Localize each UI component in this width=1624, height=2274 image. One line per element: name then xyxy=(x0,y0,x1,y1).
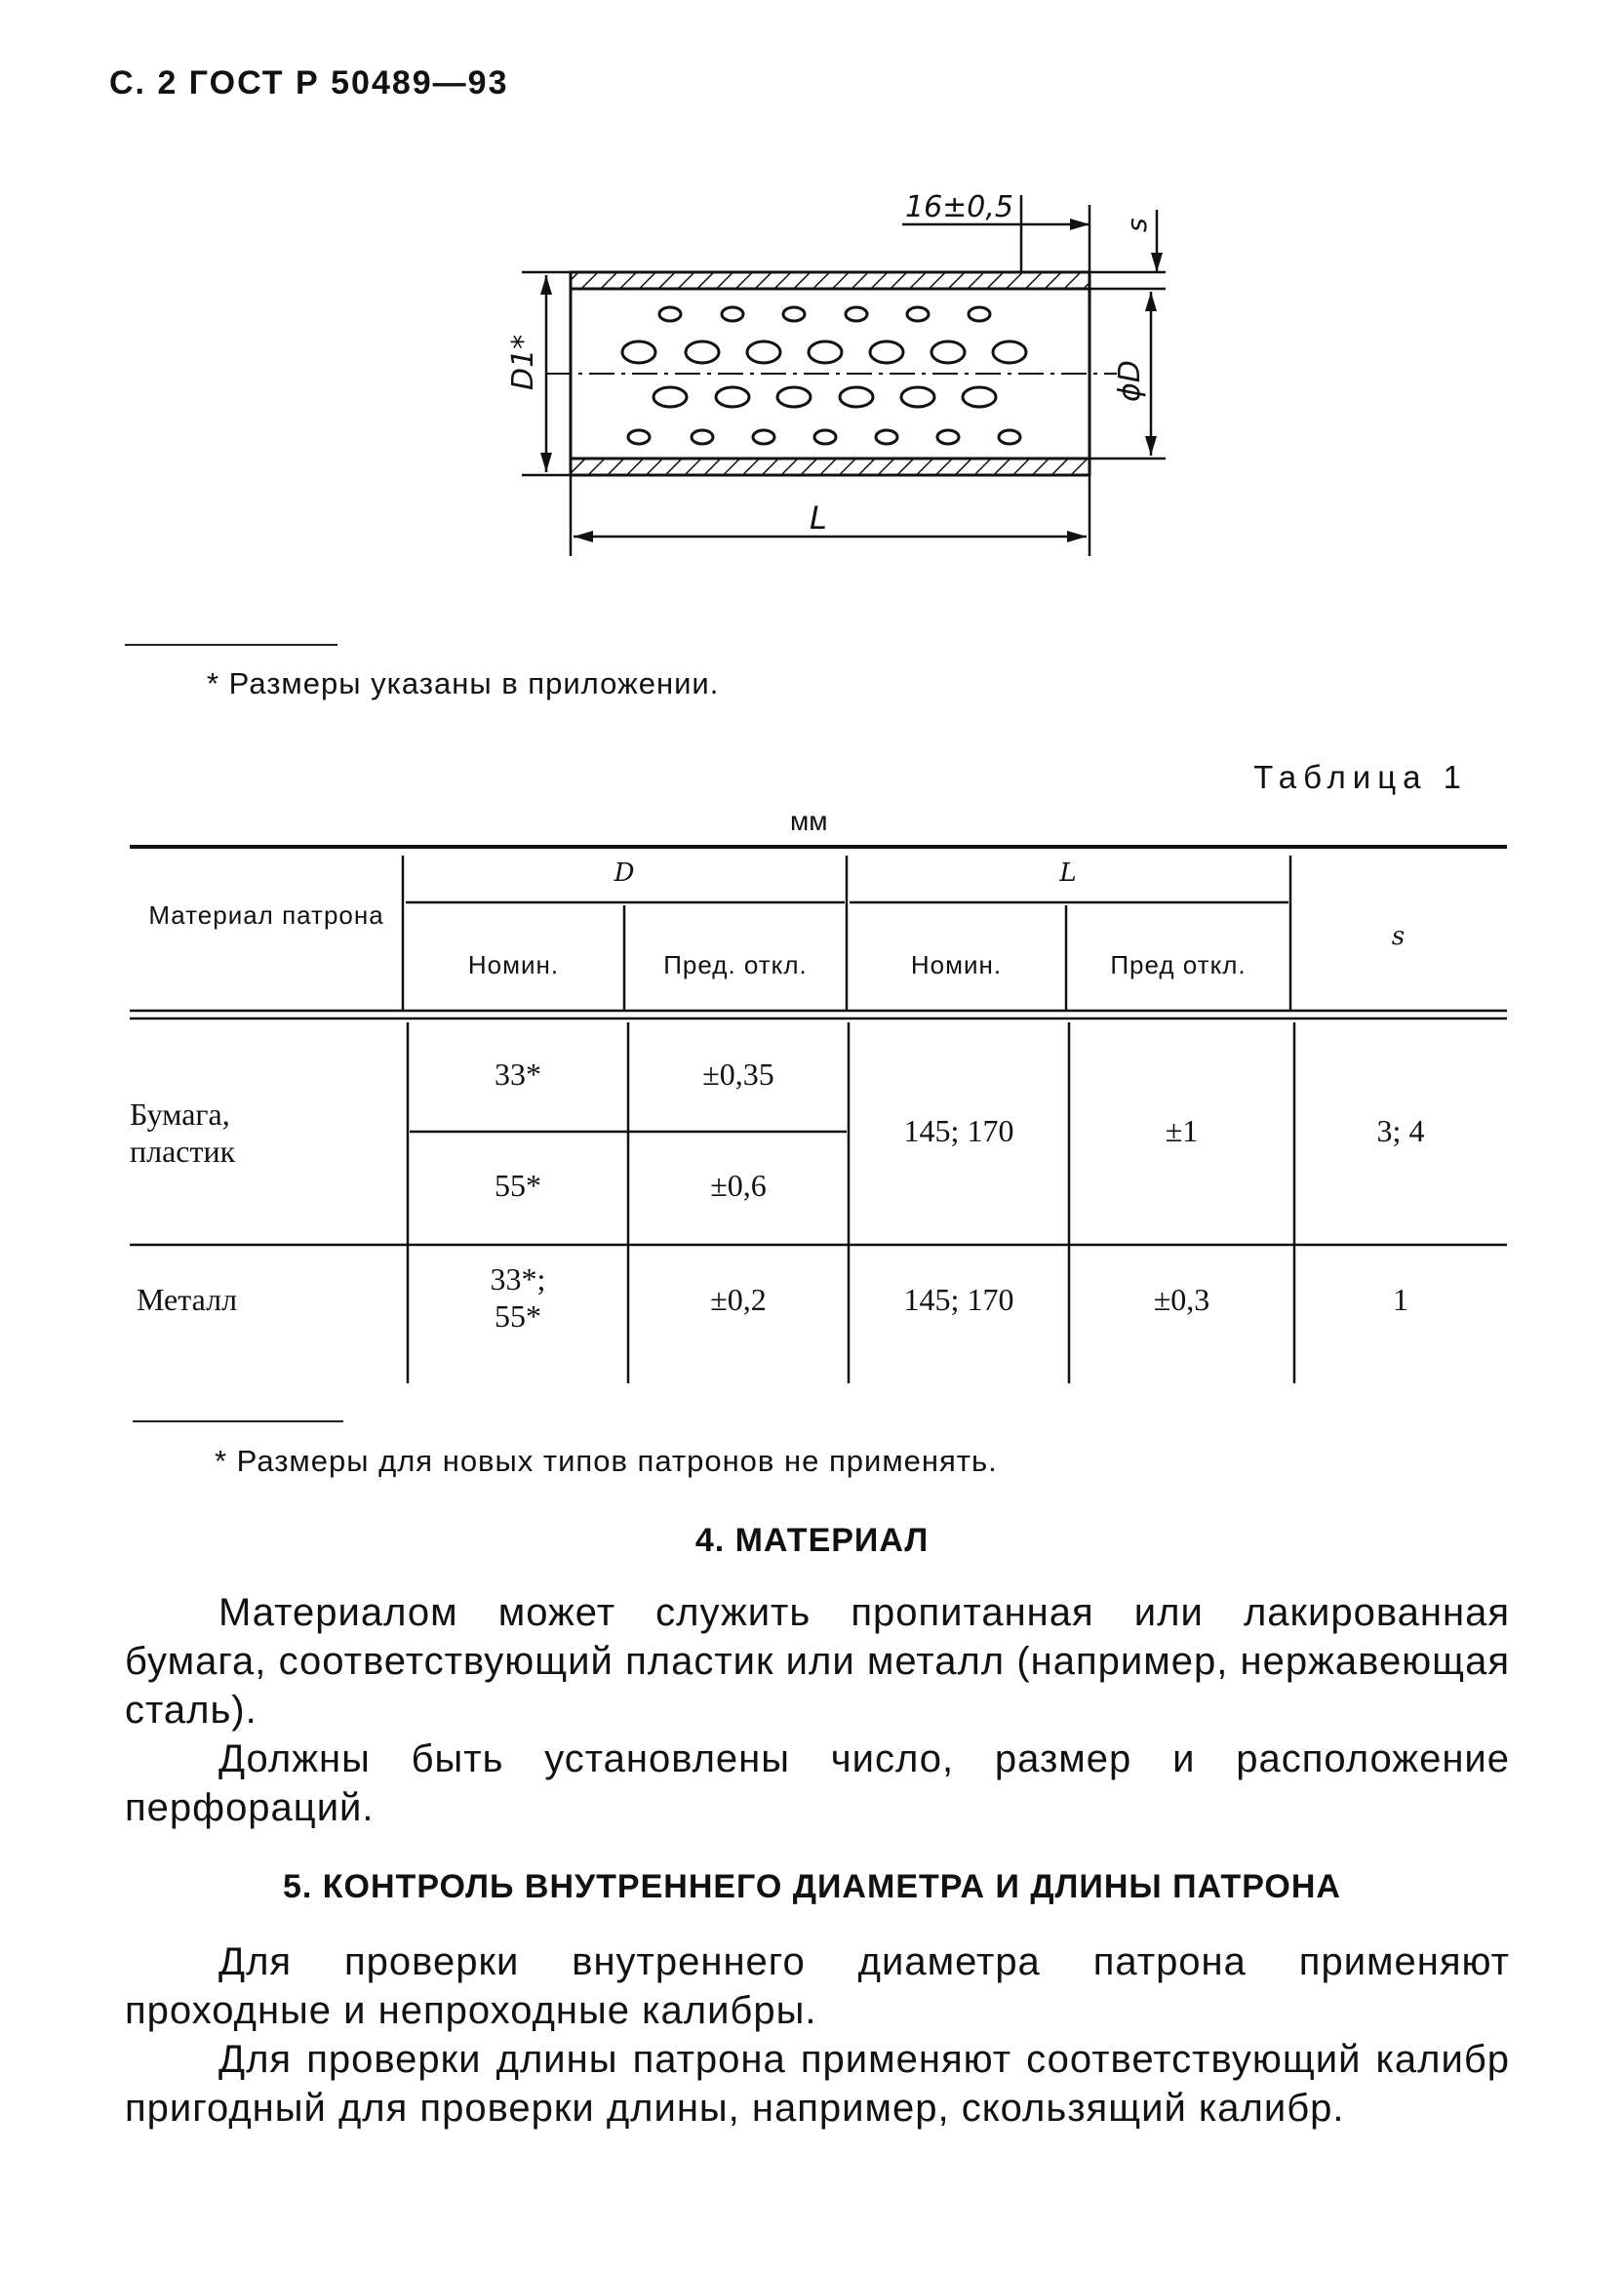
row-paper-material-line1: Бумага, xyxy=(130,1097,230,1132)
th-d-tol: Пред. откл. xyxy=(663,950,808,979)
row-metal-s: 1 xyxy=(1393,1282,1408,1317)
dim-d-label: ϕD xyxy=(1113,360,1147,402)
footnote-new-types: * Размеры для новых типов патронов не применять. xyxy=(215,1444,998,1478)
row-paper-material xyxy=(130,1096,403,1171)
section4-p1-text: Материалом может служить пропитанная или лакированная бумага, соответствующий пластик или металл (например, нержавеющая сталь). xyxy=(125,1591,1510,1732)
row-paper-d-nom-2: 55* xyxy=(495,1168,541,1203)
row-paper-l-nom: 145; 170 xyxy=(903,1113,1014,1148)
footnote-dimensions: * Размеры указаны в приложении. xyxy=(207,666,720,700)
row-metal-d-nom xyxy=(408,1260,628,1336)
section5-p1-text: Для проверки внутреннего диаметра патрона применяют проходные и непроходные калибры. xyxy=(125,1940,1510,2032)
section5-paragraph1 xyxy=(125,1937,1510,2035)
row-metal-d-nom-line1: 33*; xyxy=(490,1261,546,1297)
section4-title: 4. МАТЕРИАЛ xyxy=(694,1522,930,1559)
row-metal-d-nom-line2: 55* xyxy=(495,1298,541,1335)
section5-title: 5. КОНТРОЛЬ ВНУТРЕННЕГО ДИАМЕТРА И ДЛИНЫ ПАТРОНА xyxy=(283,1868,1341,1905)
page-header: С. 2 ГОСТ Р 50489—93 xyxy=(109,64,509,101)
th-s: s xyxy=(1391,922,1406,951)
dim-d1-label: D1* xyxy=(506,334,540,390)
row-metal-d-tol: ±0,2 xyxy=(710,1282,767,1317)
section4-paragraph1 xyxy=(125,1588,1510,1735)
dim-s-label: s xyxy=(1121,218,1153,232)
row-paper-d-tol-1: ±0,35 xyxy=(702,1057,774,1092)
row-paper-d-tol-2: ±0,6 xyxy=(710,1168,767,1203)
section5-p2-text: Для проверки длины патрона применяют соответствующий калибр пригодный для проверки длины, например, скользящий калибр. xyxy=(125,2038,1510,2130)
th-l-nom: Номин. xyxy=(910,950,1003,979)
section5-paragraph2 xyxy=(125,2035,1510,2133)
row-paper-d-nom-1: 33* xyxy=(495,1057,541,1092)
row-metal-l-nom: 145; 170 xyxy=(903,1282,1014,1317)
dim-16-label: 16±0,5 xyxy=(905,190,1014,224)
th-d-nom: Номин. xyxy=(467,950,560,979)
th-l-group: L xyxy=(1059,858,1078,888)
footnote2-rule xyxy=(133,1420,343,1422)
section4-paragraph2 xyxy=(125,1735,1510,1832)
section4-p2-text: Должны быть установлены число, размер и расположение перфораций. xyxy=(125,1737,1510,1829)
row-paper-s: 3; 4 xyxy=(1376,1113,1425,1148)
row-metal-l-tol: ±0,3 xyxy=(1153,1282,1210,1317)
th-l-tol: Пред откл. xyxy=(1110,950,1247,979)
dim-l-label: L xyxy=(810,499,827,537)
table-units: мм xyxy=(790,806,828,836)
row-paper-material-line2: пластик xyxy=(130,1134,236,1170)
table-title: Таблица 1 xyxy=(1253,759,1468,795)
th-d-group: D xyxy=(614,858,636,888)
row-metal-material: Металл xyxy=(137,1282,238,1317)
th-material: Материал патрона xyxy=(148,900,384,930)
row-paper-l-tol: ±1 xyxy=(1165,1113,1199,1148)
